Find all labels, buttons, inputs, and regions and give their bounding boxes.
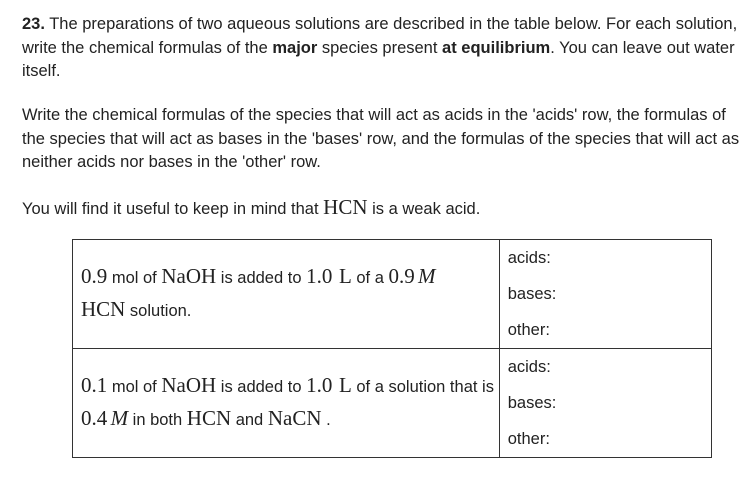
other-answer-field[interactable]: other: xyxy=(507,321,550,339)
emphasis-equilibrium: at equilibrium xyxy=(442,38,551,57)
question-instructions: Write the chemical formulas of the species that will act as acids in the 'acids' row, the formulas of the species that will act as bases in the 'bases' row, and the formulas of the species that will act as neither acids nor bases in the 'other' row. xyxy=(22,106,740,171)
solution-1-description: 0.9 mol of NaOH is added to 1.0 L of a 0.9 M HCN solution. xyxy=(73,240,500,349)
question-number: 23. xyxy=(22,15,45,33)
solution-2-description: 0.1 mol of NaOH is added to 1.0 L of a solution that is 0.4 M in both HCN and NaCN . xyxy=(73,349,500,458)
question-intro: 23. The preparations of two aqueous solutions are described in the table below. For each solution, write the chemical formulas of the major species present at equilibrium. You can leave out water itself. xyxy=(22,15,738,80)
table-row xyxy=(73,240,712,349)
other-answer-field[interactable]: other: xyxy=(507,430,550,448)
solution-1-answers xyxy=(499,240,711,349)
acids-answer-field[interactable]: acids: xyxy=(507,358,551,376)
solutions-table xyxy=(72,239,712,458)
emphasis-major: major xyxy=(272,38,318,57)
table-row xyxy=(73,349,712,458)
bases-answer-field[interactable]: bases: xyxy=(507,394,557,412)
formula-hcn: HCN xyxy=(323,195,368,219)
acids-answer-field[interactable]: acids: xyxy=(507,249,551,267)
question-hint: You will find it useful to keep in mind that HCN is a weak acid. xyxy=(22,195,481,219)
solution-2-answers xyxy=(499,349,711,458)
bases-answer-field[interactable]: bases: xyxy=(507,285,557,303)
